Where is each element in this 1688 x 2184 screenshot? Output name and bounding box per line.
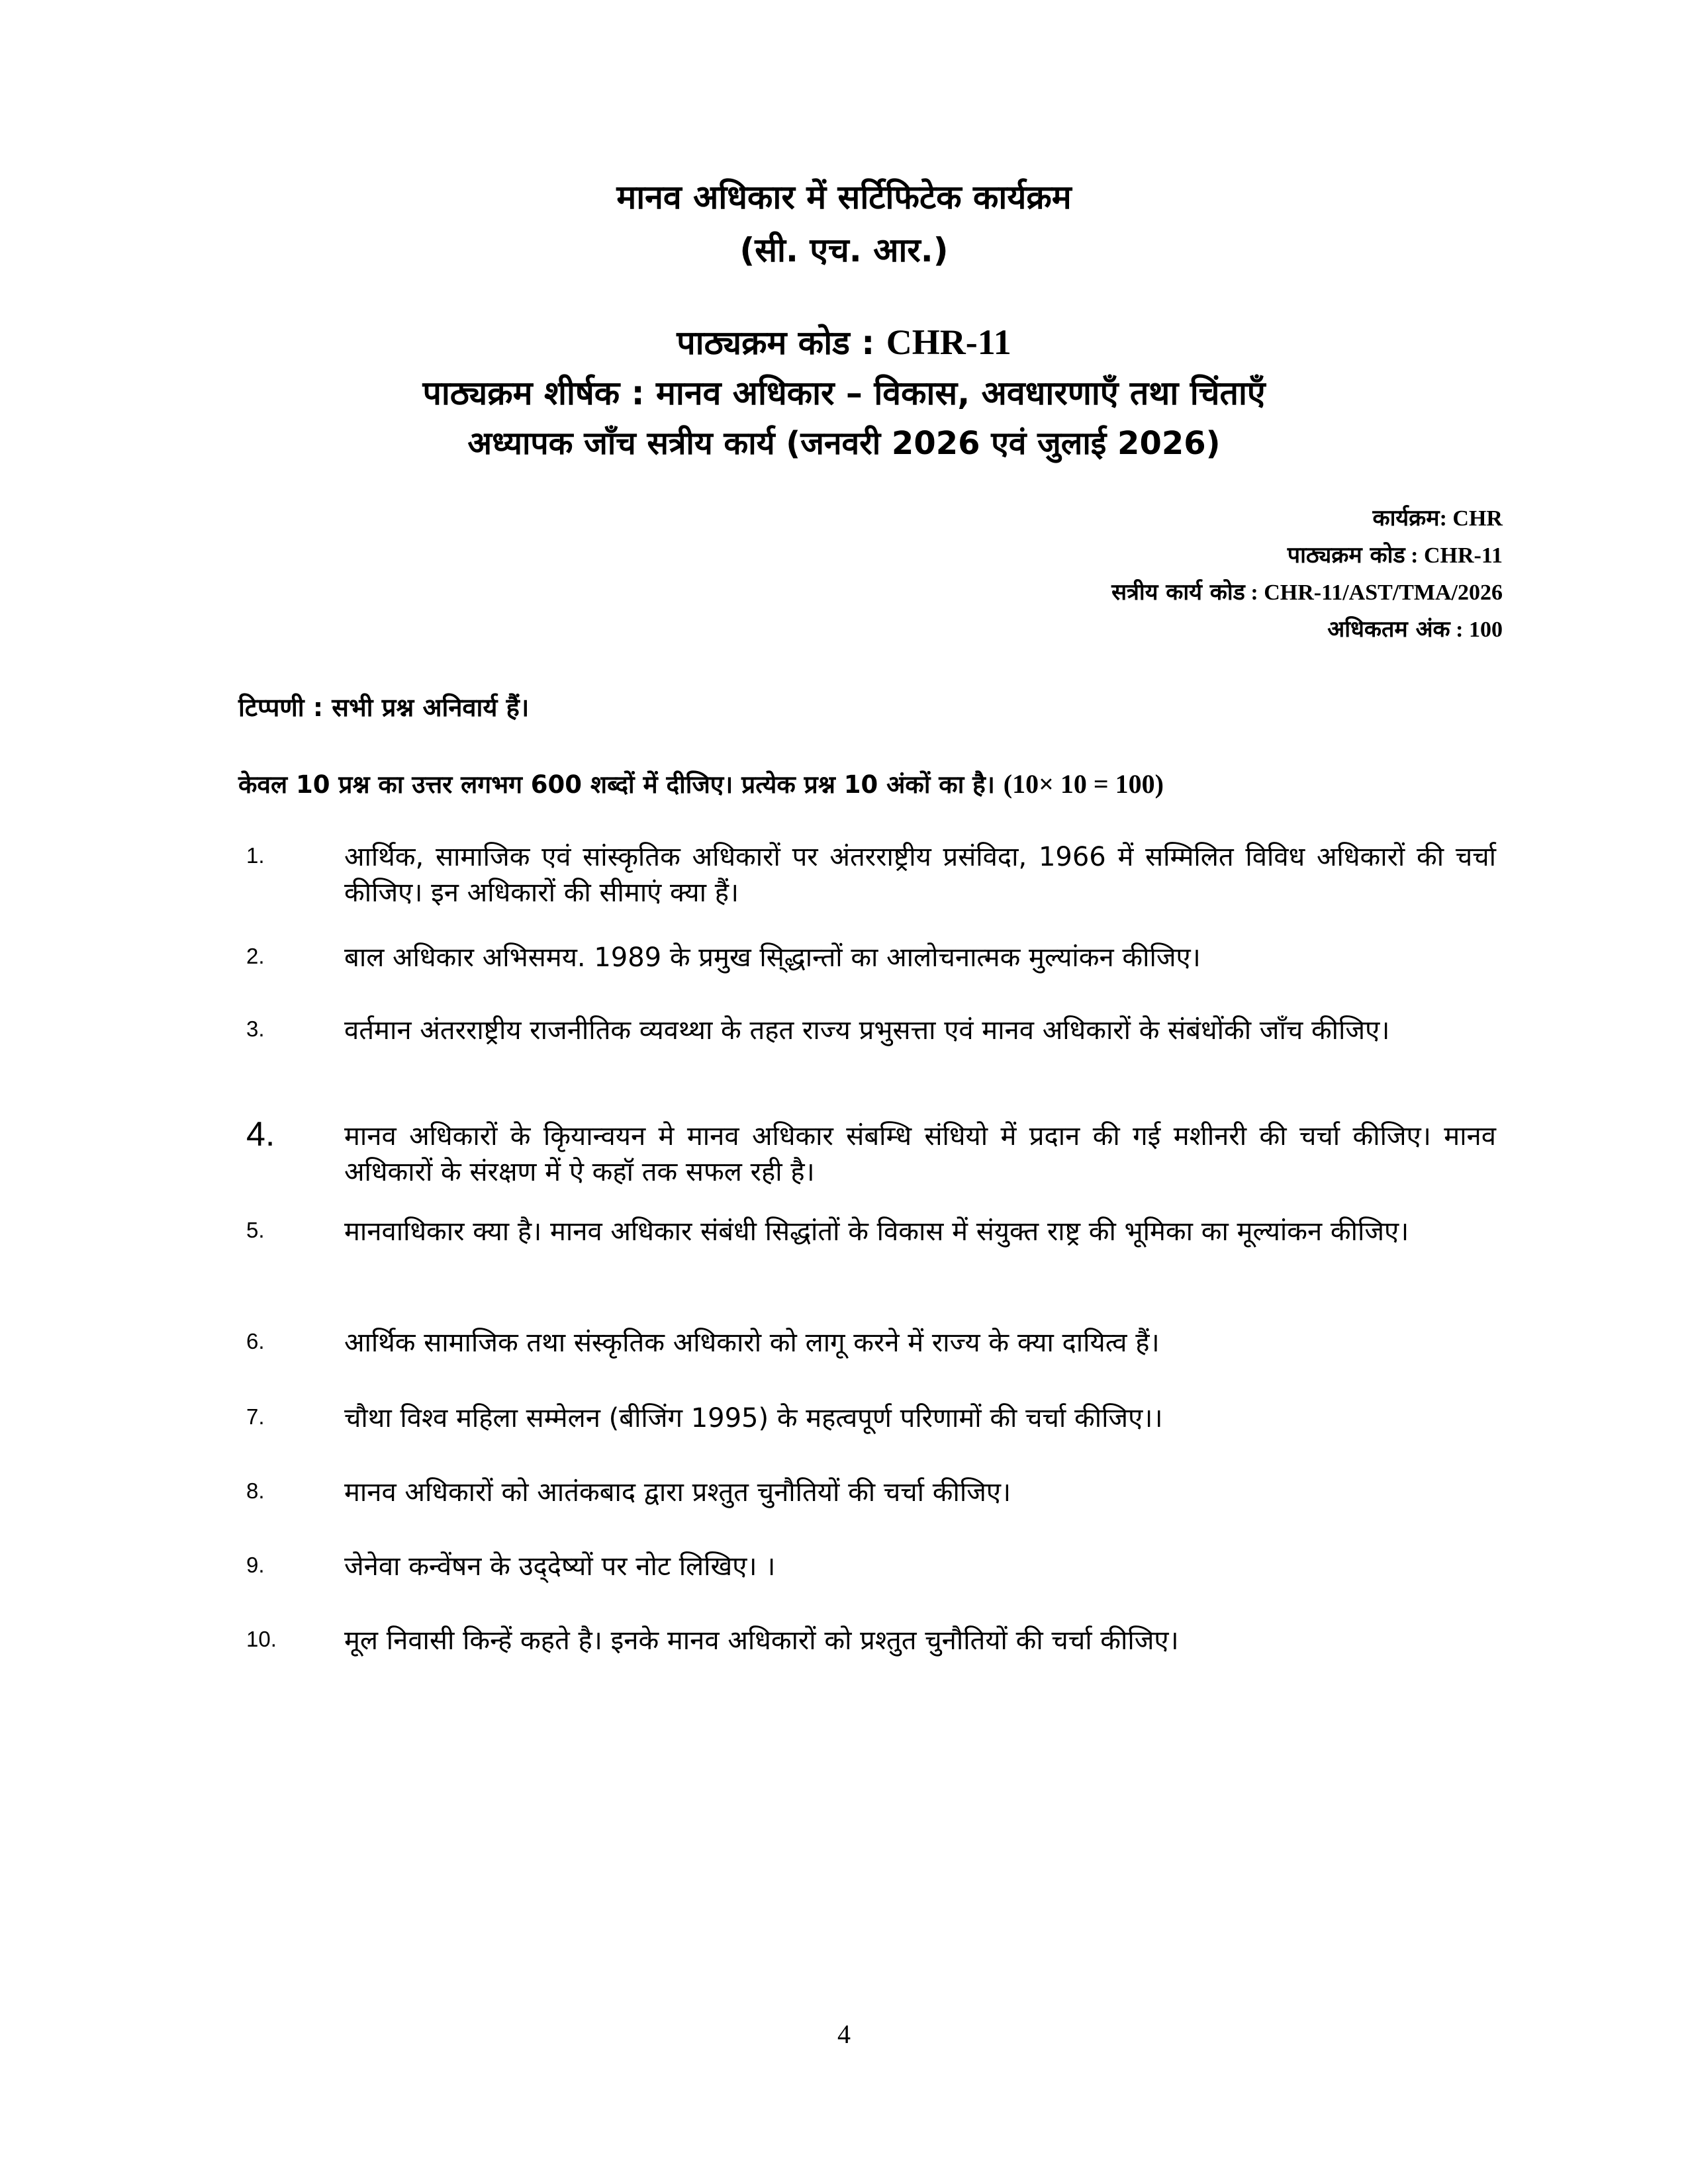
meta-course-code-value: : CHR-11 <box>1405 543 1503 568</box>
question-text: आर्थिक, सामाजिक एवं सांस्कृतिक अधिकारों पर अंतरराष्ट्रीय प्रसंविदा, 1966 में सम्मिलित विविध अधिकारों की चर्चा कीजिए। इन अधिकारों की सीमाएं क्या हैं। <box>344 842 1496 908</box>
question-number: 1. <box>246 843 265 868</box>
question-number: 7. <box>246 1404 265 1429</box>
programme-abbreviation: (सी. एच. आर.) <box>739 231 949 269</box>
note: टिप्पणी : सभी प्रश्न अनिवार्य हैं। <box>238 693 530 722</box>
question-text: मानवाधिकार क्या है। मानव अधिकार संबंधी सिद्धांतों के विकास में संयुक्त राष्ट्र की भूमिका का मूल्यांकन कीजिए। <box>344 1216 1409 1247</box>
question-text: मूल निवासी किन्हें कहते है। इनके मानव अधिकारों को प्रश्तुत चुनौतियों की चर्चा कीजिए। <box>344 1625 1179 1656</box>
course-code-label: पाठ्यक्रम कोड : <box>677 324 875 362</box>
meta-programme-value: : CHR <box>1439 506 1503 531</box>
programme-title: मानव अधिकार में सर्टिफिटेक कार्यक्रम <box>616 178 1072 216</box>
question-text: वर्तमान अंतरराष्ट्रीय राजनीतिक व्यवथ्था के तहत राज्य प्रभुसत्ता एवं मानव अधिकारों के संबंधोंकी जाँच कीजिए। <box>344 1015 1390 1046</box>
course-code-heading <box>0 319 1688 364</box>
meta-assignment-code-label: सत्रीय कार्य कोड <box>1111 579 1245 606</box>
question-text: चौथा विश्व महिला सम्मेलन (बीजिंग 1995) के महत्वपूर्ण परिणामों की चर्चा कीजिए।। <box>344 1403 1163 1433</box>
page-number: 4 <box>837 2019 851 2049</box>
meta-max-marks <box>1327 613 1503 643</box>
question-text: बाल अधिकार अभिसमय. 1989 के प्रमुख सि्द्धान्तों का आलोचनात्मक मुल्यांकन कीजिए। <box>344 942 1201 973</box>
question-number: 8. <box>246 1479 265 1503</box>
question-number: 5. <box>246 1218 265 1242</box>
instruction-text: केवल 10 प्रश्न का उत्तर लगभग 600 शब्दों में दीजिए। प्रत्येक प्रश्न 10 अंकों का है। <box>238 770 995 799</box>
question-number: 3. <box>246 1017 265 1041</box>
course-code-value: CHR-11 <box>886 322 1011 362</box>
question-number: 4. <box>246 1115 275 1154</box>
course-title: पाठ्यक्रम शीर्षक : मानव अधिकार – विकास, अवधारणाएँ तथा चिंताएँ <box>422 374 1266 412</box>
question-number: 6. <box>246 1329 265 1353</box>
question-text: मानव अधिकारों को आतंकबाद द्वारा प्रश्तुत चुनौतियों की चर्चा कीजिए। <box>344 1477 1011 1508</box>
question-number: 2. <box>246 944 265 968</box>
meta-max-marks-label: अधिकतम अंक <box>1327 616 1450 643</box>
meta-assignment-code-value: : CHR-11/AST/TMA/2026 <box>1244 580 1503 605</box>
question-text: जेनेवा कन्वेंषन के उद्‌देष्यों पर नोट लिखिए। । <box>344 1551 776 1582</box>
question-number: 9. <box>246 1553 265 1577</box>
meta-programme <box>1373 502 1503 532</box>
instruction-marks: (10× 10 = 100) <box>1003 769 1164 799</box>
question-text: मानव अधिकारों के कृियान्वयन मे मानव अधिकार संबम्धि संधियो में प्रदान की गई मशीनरी की चर्चा कीजिए। मानव अधिकारों के संरक्षण में ऐ कहॉ तक सफल रही है। <box>344 1121 1496 1187</box>
meta-course-code <box>1288 539 1503 569</box>
meta-max-marks-value: : 100 <box>1450 617 1503 642</box>
meta-programme-label: कार्यक्रम <box>1372 505 1440 531</box>
meta-course-code-label: पाठ्यक्रम कोड <box>1287 542 1405 569</box>
question-number: 10. <box>246 1627 277 1651</box>
question-text: आर्थिक सामाजिक तथा संस्कृतिक अधिकारो को लागू करने में राज्य के क्या दायित्व हैं। <box>344 1328 1160 1358</box>
instruction <box>238 766 1164 800</box>
meta-assignment-code <box>1111 576 1503 606</box>
assignment-title: अध्यापक जाँच सत्रीय कार्य (जनवरी 2026 एवं जुलाई 2026) <box>467 425 1221 462</box>
